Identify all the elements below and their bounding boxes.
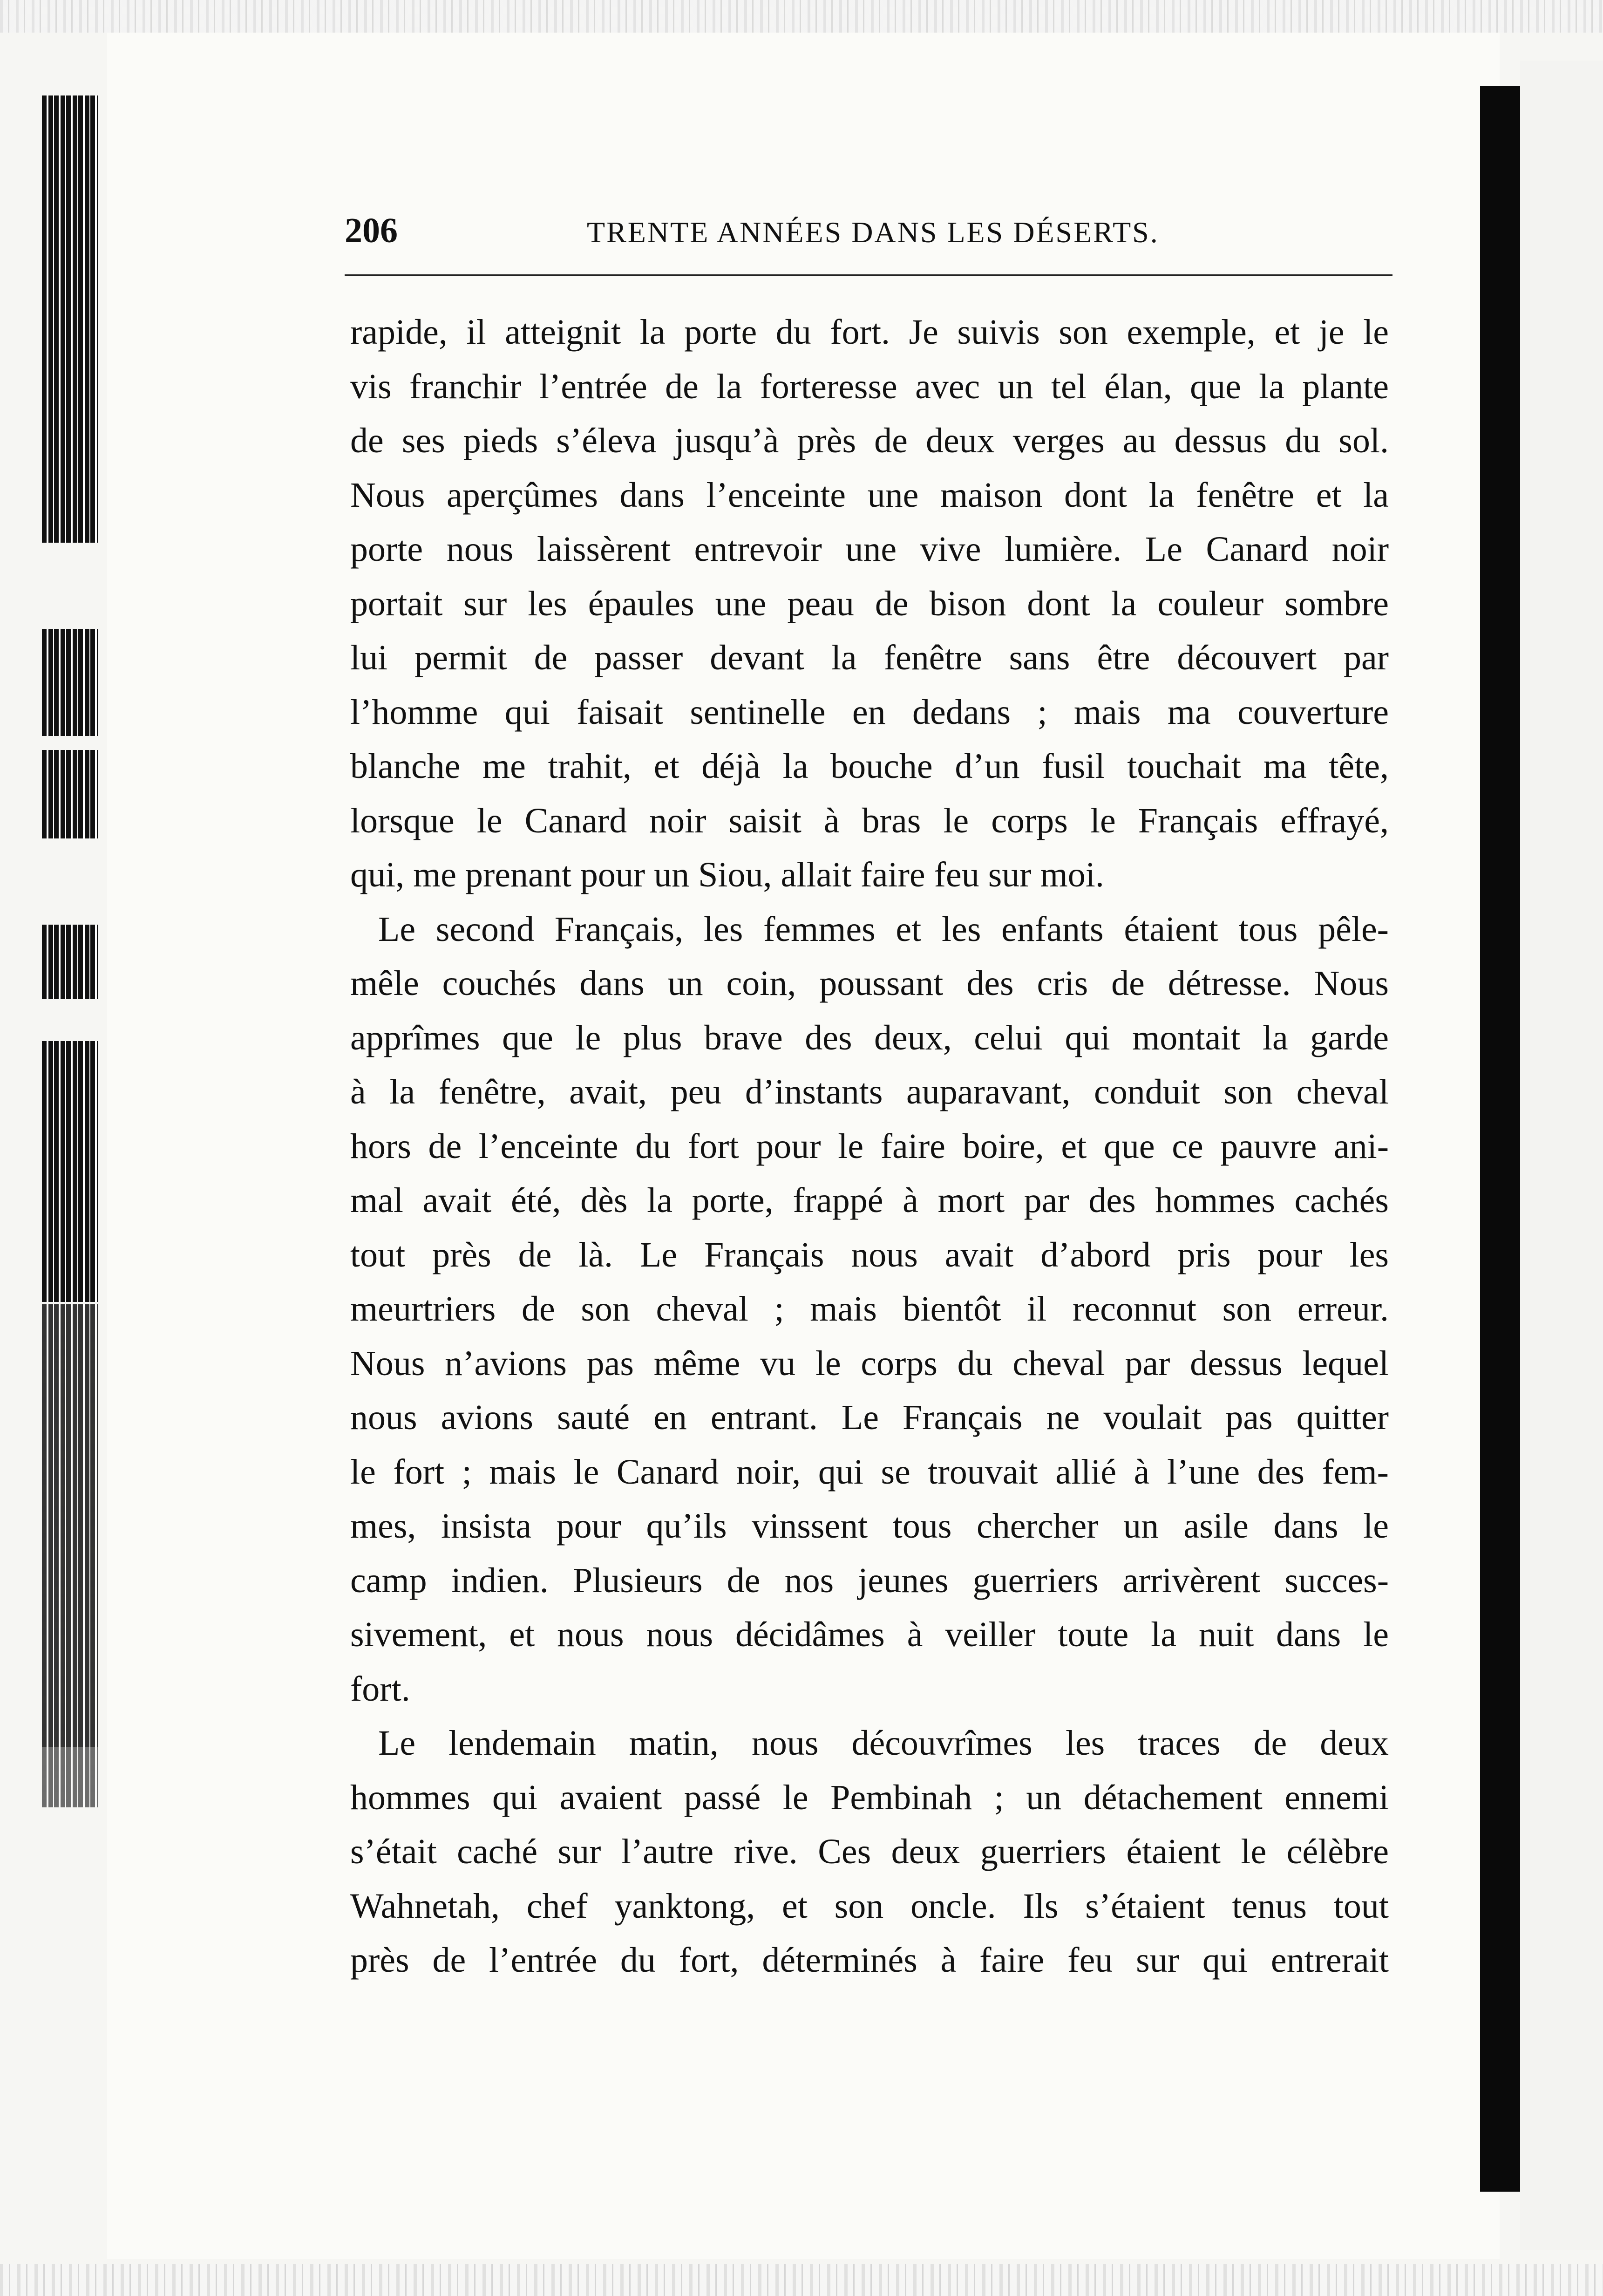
text-line: qui, me prenant pour un Siou, allait faire feu sur moi. [350,855,1104,894]
text-line: Wahnetah, chef yanktong, et son oncle. Ils s’étaient tenus tout [350,1886,1389,1926]
scan-top-edge [0,0,1603,33]
scan-right-margin [1520,61,1603,2250]
scan-left-binding-artifact [42,1304,98,1747]
text-line: l’homme qui faisait sentinelle en dedans ; mais ma couverture [350,692,1389,732]
text-line: vis franchir l’entrée de la forteresse avec un tel élan, que la plante [350,367,1389,406]
text-line: près de l’entrée du fort, déterminés à faire feu sur qui entrerait [350,1941,1389,1980]
text-line: hors de l’enceinte du fort pour le faire boire, et que ce pauvre ani- [350,1126,1389,1166]
text-line: porte nous laissèrent entrevoir une vive lumière. Le Canard noir [350,530,1389,569]
page-number: 206 [345,211,398,250]
scan-left-binding-artifact [42,1041,98,1302]
text-line: mes, insista pour qu’ils vinssent tous chercher un asile dans le [350,1506,1389,1546]
text-line: lorsque le Canard noir saisit à bras le corps le Français effrayé, [350,801,1389,840]
text-line: hommes qui avaient passé le Pembinah ; un détachement ennemi [350,1778,1389,1817]
text-line: mêle couchés dans un coin, poussant des cris de détresse. Nous [350,964,1389,1003]
scan-left-binding-artifact [42,95,98,543]
text-line: tout près de là. Le Français nous avait d’abord pris pour les [350,1235,1389,1274]
running-title: TRENTE ANNÉES DANS LES DÉSERTS. [587,216,1159,249]
text-line: rapide, il atteignit la porte du fort. Je suivis son exemple, et je le [350,313,1389,352]
text-line: nous avions sauté en entrant. Le Français ne voulait pas quitter [350,1398,1389,1437]
text-line: sivement, et nous nous décidâmes à veiller toute la nuit dans le [350,1615,1389,1654]
text-line: de ses pieds s’éleva jusqu’à près de deux verges au dessus du sol. [350,421,1389,460]
text-line: blanche me trahit, et déjà la bouche d’un fusil touchait ma tête, [350,747,1389,786]
text-line: fort. [350,1669,410,1709]
scan-left-binding-artifact [42,1747,98,1807]
scan-left-binding-artifact [42,925,98,999]
text-line: Le second Français, les femmes et les enfants étaient tous pêle- [378,909,1389,949]
text-line: le fort ; mais le Canard noir, qui se trouvait allié à l’une des fem- [350,1452,1389,1492]
scan-left-binding-artifact [42,629,98,736]
text-line: camp indien. Plusieurs de nos jeunes guerriers arrivèrent succes- [350,1560,1389,1600]
scan-left-binding-artifact [42,750,98,838]
header-rule [345,274,1392,276]
text-line: à la fenêtre, avait, peu d’instants auparavant, conduit son cheval [350,1072,1389,1111]
body-text [350,305,1389,1988]
text-line: s’était caché sur l’autre rive. Ces deux guerriers étaient le célèbre [350,1832,1389,1871]
text-line: mal avait été, dès la porte, frappé à mort par des hommes cachés [350,1181,1389,1220]
text-line: portait sur les épaules une peau de bison dont la couleur sombre [350,584,1389,623]
text-line: Nous aperçûmes dans l’enceinte une maison dont la fenêtre et la [350,475,1389,515]
scan-right-black-bar [1480,86,1520,2192]
text-line: Nous n’avions pas même vu le corps du cheval par dessus lequel [350,1343,1389,1383]
running-header [345,205,1397,256]
text-line: lui permit de passer devant la fenêtre sans être découvert par [350,638,1389,677]
text-line: apprîmes que le plus brave des deux, celui qui montait la garde [350,1018,1389,1057]
scan-bottom-edge [0,2264,1603,2296]
text-line: meurtriers de son cheval ; mais bientôt il reconnut son erreur. [350,1289,1389,1329]
text-line: Le lendemain matin, nous découvrîmes les traces de deux [378,1724,1389,1763]
